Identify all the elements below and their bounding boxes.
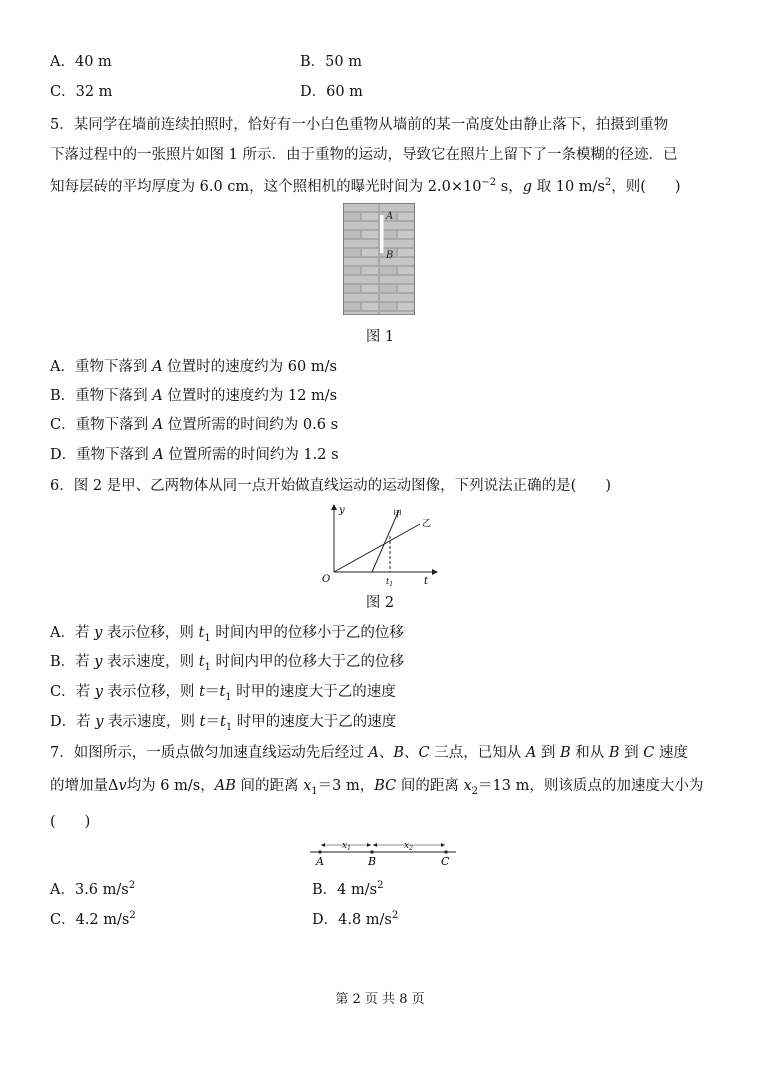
q5-option-a: A．重物下落到 A 位置时的速度约为 60 m/s xyxy=(50,359,337,375)
photo-label-a: A xyxy=(386,211,394,222)
point-a xyxy=(318,850,321,853)
q4-option-b: B．50 m xyxy=(300,54,362,70)
q7-stem-line1: 7．如图所示，一质点做匀加速直线运动先后经过 A、B、C 三点，已知从 A 到 B 和从 B 到 C 速度 xyxy=(50,745,688,761)
x1-label: $x_1$ xyxy=(342,841,351,852)
q7-stem-line2: 的增加量Δv均为 6 m/s，AB 间的距离 $x_1=3$ m，BC 间的距离 $x_2=13$ m，则该质点的加速度大小为 xyxy=(50,778,704,797)
falling-object-trail xyxy=(380,215,384,253)
q5-option-d: D．重物下落到 A 位置所需的时间约为 1.2 s xyxy=(50,447,339,463)
point-c xyxy=(444,850,447,853)
q6-option-a: A．若 y 表示位移，则 $t_1$ 时间内甲的位移小于乙的位移 xyxy=(50,625,404,644)
q5-option-b: B．重物下落到 A 位置时的速度约为 12 m/s xyxy=(50,388,338,404)
q5-stem-line2: 下落过程中的一张照片如图 1 所示．由于重物的运动，导致它在照片上留下了一条模糊的径迹．已 xyxy=(50,147,678,163)
x1-arrow-right xyxy=(367,843,371,847)
label-b: B xyxy=(368,855,377,868)
photo-label-b: B xyxy=(386,250,394,261)
q5-stem-line3: 知每层砖的平均厚度为 6.0 cm，这个照相机的曝光时间为 $2.0\times 10^{-2}$ s，g 取 10 $m/s^2$，则( ) xyxy=(50,177,681,195)
figure-1-caption: 图 1 xyxy=(365,329,395,345)
motion-graph xyxy=(318,502,448,590)
q6-option-d: D．若 y 表示速度，则 $t=t_1$ 时甲的速度大于乙的速度 xyxy=(50,714,397,733)
figure-2-caption: 图 2 xyxy=(365,595,395,611)
x2-arrow-right xyxy=(441,843,445,847)
q4-option-d: D．60 m xyxy=(300,84,363,100)
x1-arrow-left xyxy=(321,843,325,847)
x-axis-arrow xyxy=(432,569,438,575)
q7-option-b: B．4 $m/s^2$ xyxy=(312,880,384,898)
q6-stem: 6．图 2 是甲、乙两物体从同一点开始做直线运动的运动图像，下列说法正确的是( ) xyxy=(50,478,611,494)
y-axis-arrow xyxy=(331,504,337,510)
label-a: A xyxy=(316,855,324,868)
line-yi xyxy=(334,524,420,572)
x2-arrow-left xyxy=(373,843,377,847)
abc-line-diagram xyxy=(308,838,458,870)
point-b xyxy=(370,850,373,853)
q7-option-a: A．3.6 $m/s^2$ xyxy=(50,880,136,898)
x-axis-label: t xyxy=(424,576,429,587)
y-axis-label: y xyxy=(339,505,345,516)
t1-label: $t_1$ xyxy=(386,577,394,588)
q7-stem-line3: ( ) xyxy=(50,814,91,830)
q6-option-b: B．若 y 表示速度，则 $t_1$ 时间内甲的位移大于乙的位移 xyxy=(50,654,404,673)
q5-option-c: C．重物下落到 A 位置所需的时间约为 0.6 s xyxy=(50,417,339,433)
origin-label: O xyxy=(322,574,331,585)
jia-label: 甲 xyxy=(393,510,403,520)
label-c: C xyxy=(441,855,450,868)
q7-option-d: D．4.8 $m/s^2$ xyxy=(312,910,399,928)
q5-stem-line1: 5．某同学在墙前连续拍照时，恰好有一小白色重物从墙前的某一高度处由静止落下，拍摄到重物 xyxy=(50,117,669,133)
brick-wall-photo xyxy=(343,203,415,315)
yi-label: 乙 xyxy=(422,519,432,529)
q4-option-c: C．32 m xyxy=(50,84,113,100)
x2-label: $x_2$ xyxy=(404,841,413,852)
q7-option-c: C．4.2 $m/s^2$ xyxy=(50,910,136,928)
q6-option-c: C．若 y 表示位移，则 $t=t_1$ 时甲的速度大于乙的速度 xyxy=(50,684,396,703)
q4-option-a: A．40 m xyxy=(50,54,112,70)
page-footer: 第 2 页 共 8 页 xyxy=(335,992,425,1007)
